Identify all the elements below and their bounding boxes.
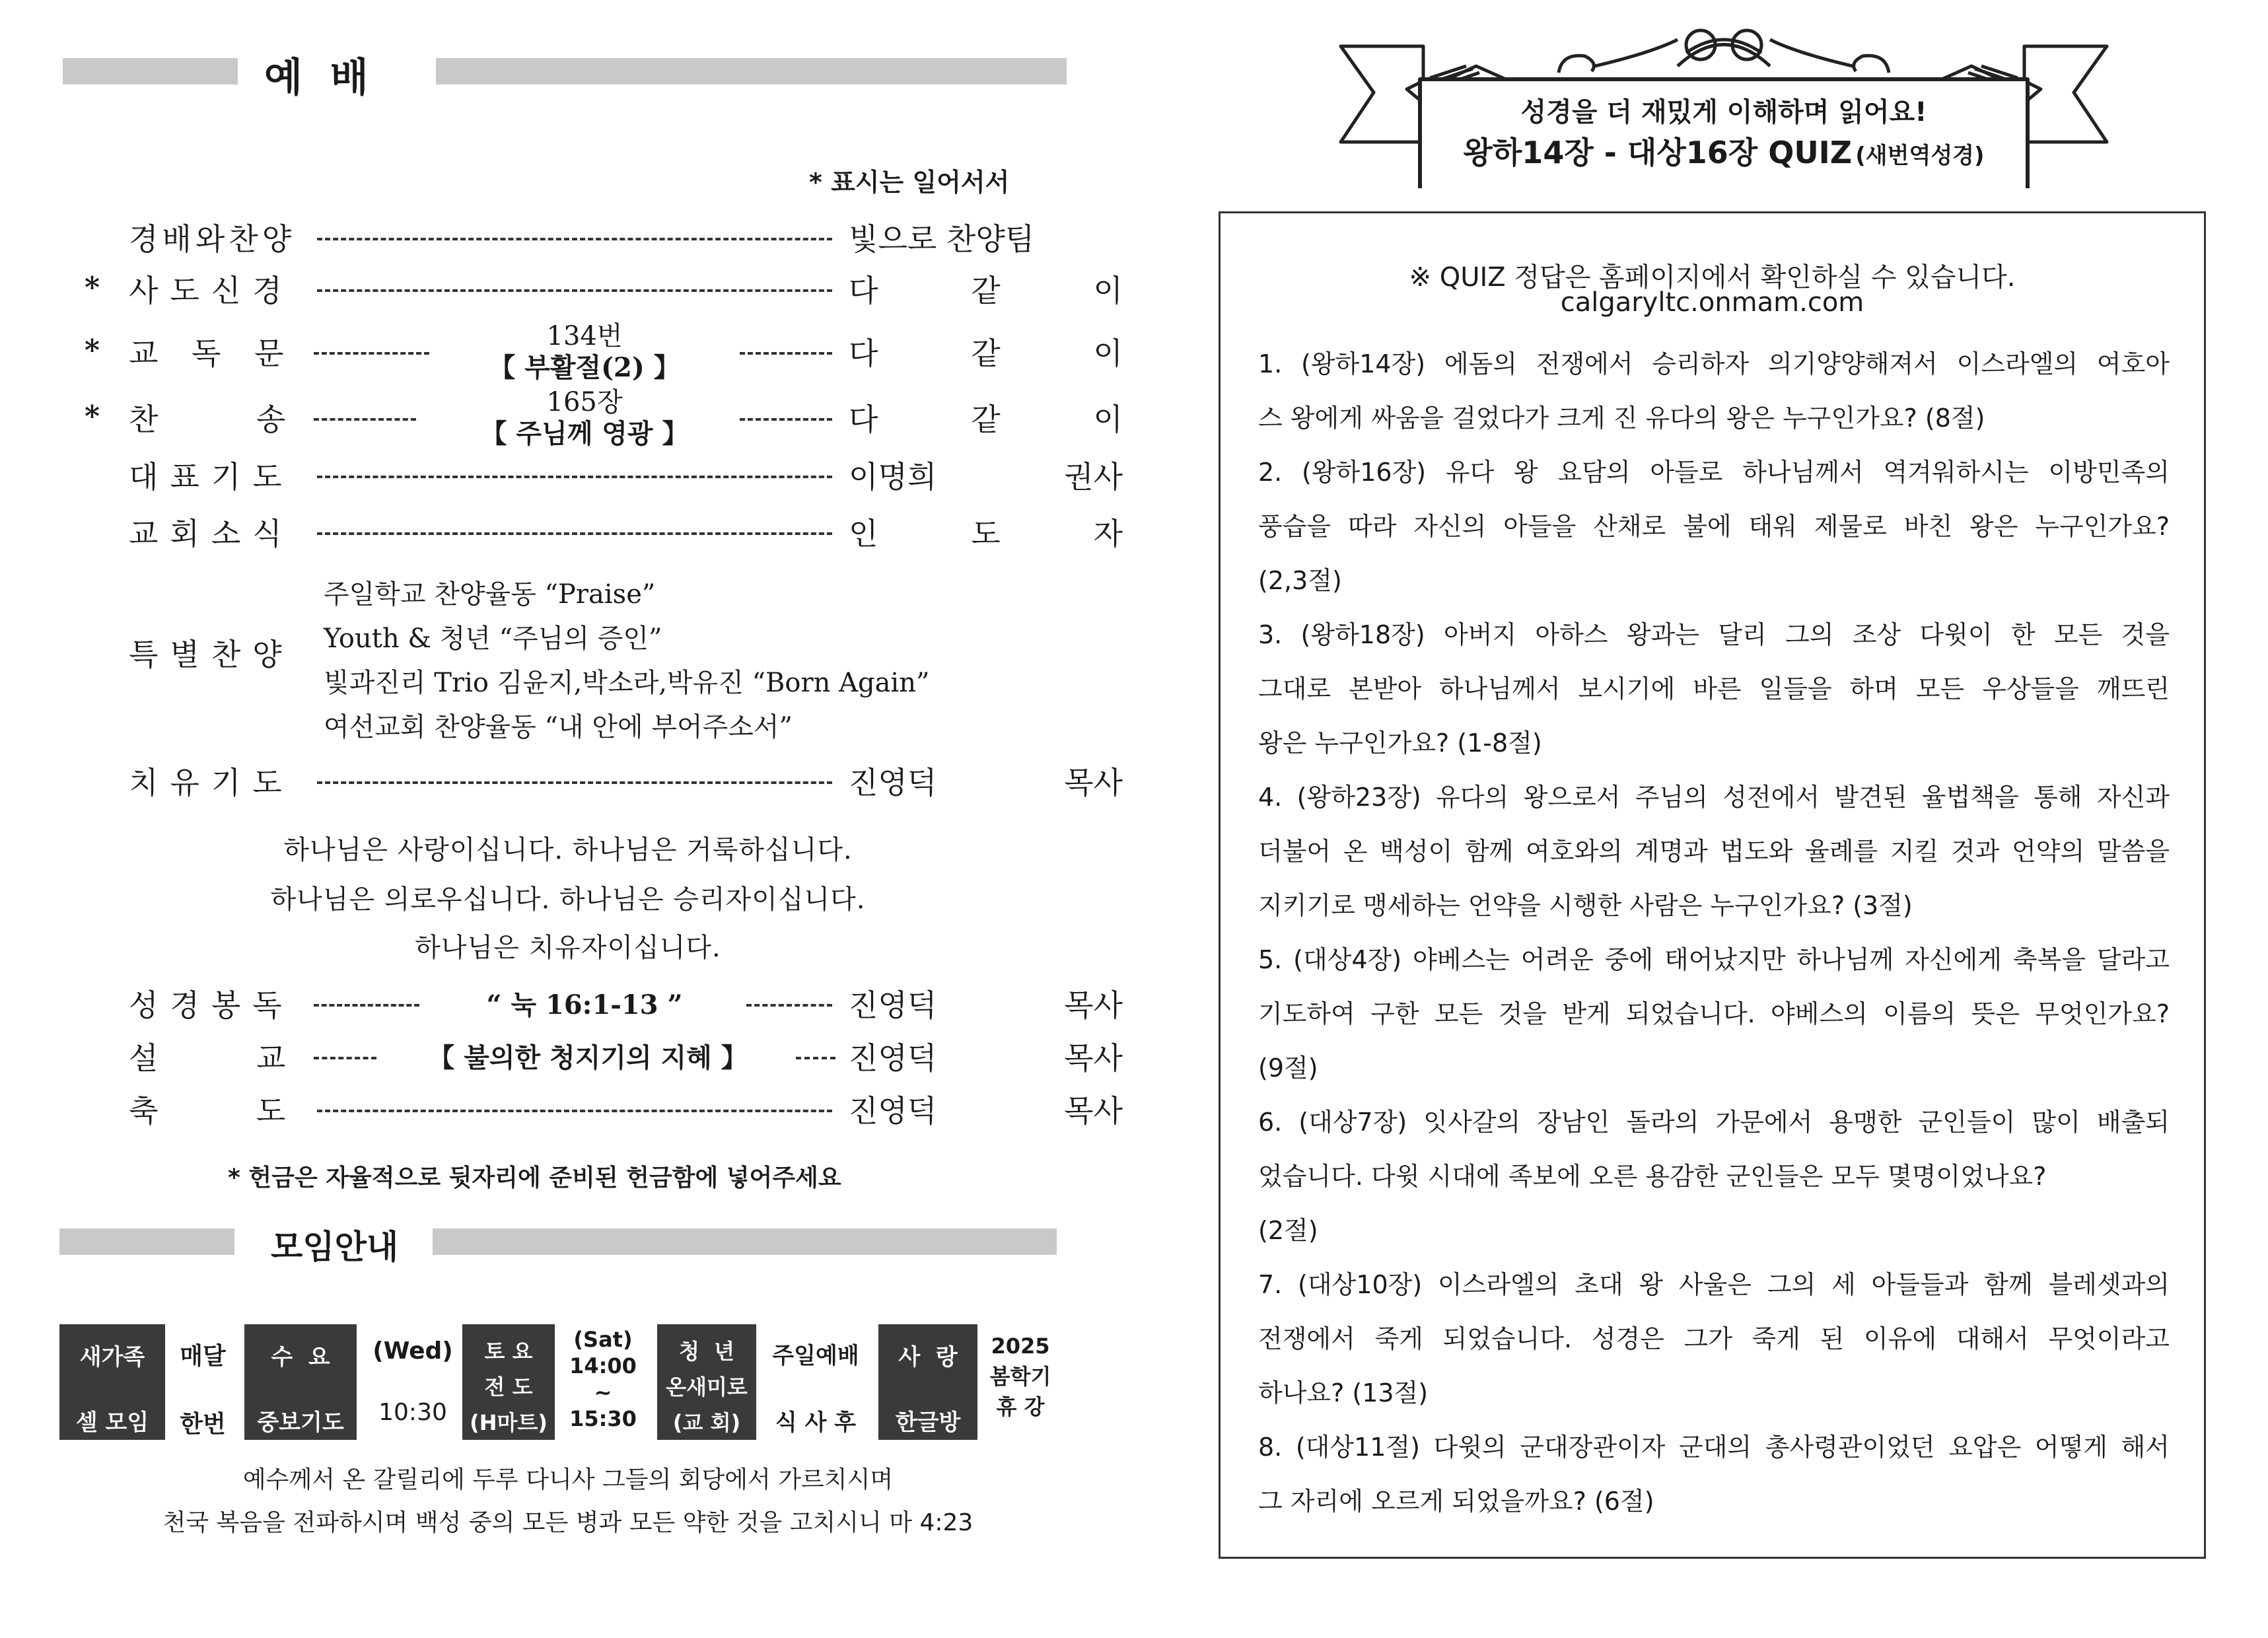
quiz-line: (2절): [1258, 1216, 1318, 1245]
scripture-reference: “ 눅 16:1-13 ”: [486, 989, 683, 1020]
offering-note: * 헌금은 자율적으로 뒷자리에 준비된 헌금함에 넣어주세요: [228, 1164, 841, 1192]
leader-line: [317, 1110, 832, 1112]
order-row: [79, 213, 1057, 266]
worship-title: 예 배: [264, 55, 369, 101]
order-row: [79, 264, 1123, 317]
meeting-badge-wednesday: 수 요 중보기도: [244, 1324, 357, 1440]
leader-line: [317, 532, 832, 535]
order-name: 대표기도: [129, 459, 294, 495]
quiz-line: 전쟁에서 죽게 되었습니다. 성경은 그가 죽게 된 이유에 대해서 무엇이라고: [1258, 1324, 2170, 1353]
hymn-number: 165장 【 주님께 영광 】: [480, 387, 689, 449]
standing-star: *: [85, 271, 100, 304]
quiz-line: 풍습을 따라 자신의 아들을 산채로 불에 태워 제물로 바친 왕은 누구인가요?: [1258, 512, 2170, 541]
order-row: [79, 756, 1123, 809]
quiz-line: 스 왕에게 싸움을 걸었다가 크게 진 유다의 왕은 누구인가요? (8절): [1258, 404, 1985, 433]
meeting-schedule-text: 매달 한번: [180, 1343, 226, 1438]
quiz-line: 8. (대상11절) 다윗의 군대장관이자 군대의 총사령관이었던 요압은 어떻게 해서: [1258, 1433, 2170, 1462]
meeting-badge-korean-class: 사 랑 한글방: [878, 1324, 977, 1440]
order-leader: 다 같 이: [849, 336, 1123, 371]
leader-line: [314, 1004, 419, 1007]
leader-line: [314, 352, 429, 355]
order-row: [79, 321, 1123, 393]
order-name: 사도신경: [129, 273, 294, 308]
leader-line: [317, 238, 832, 240]
standing-star: *: [85, 400, 100, 433]
leader-line: [314, 1057, 376, 1059]
quiz-line: (2,3절): [1258, 566, 1342, 595]
quiz-line: 7. (대상10장) 이스라엘의 초대 왕 사울은 그의 세 아들들과 함께 블레셋과의: [1258, 1270, 2170, 1299]
leader-line: [796, 1057, 835, 1059]
order-row: [79, 979, 1123, 1032]
quiz-line: 1. (왕하14장) 에돔의 전쟁에서 승리하자 의기양양해져서 이스라엘의 여호아: [1258, 349, 2170, 378]
meeting-badge-saturday: 토 요 전 도 (H마트): [462, 1324, 555, 1440]
bible-verse-line: 예수께서 온 갈릴리에 두루 다니사 그들의 회당에서 가르치시며: [242, 1466, 894, 1493]
order-name: 치유기도: [129, 765, 294, 801]
standing-note: * 표시는 일어서서: [809, 168, 1010, 197]
order-name: 경배와찬양: [129, 221, 296, 257]
banner-line1: 성경을 더 재밌게 이해하며 읽어요!: [1520, 97, 1927, 127]
order-name: 찬 송: [129, 402, 298, 437]
order-leader: 다 같 이: [849, 402, 1123, 437]
leader-line: [746, 1004, 832, 1007]
order-row: [79, 1032, 1123, 1085]
declaration-line: 하나님은 사랑이십니다. 하나님은 거룩하십니다.: [283, 835, 853, 865]
quiz-line: 2. (왕하16장) 유다 왕 요담의 아들로 하나님께서 역겨워하시는 이방민족의: [1258, 458, 2170, 487]
quiz-line: 6. (대상7장) 잇사갈의 장남인 돌라의 가문에서 용맹한 군인들이 많이 배출되: [1258, 1108, 2170, 1137]
order-name: 교회소식: [129, 516, 294, 552]
quiz-line: 4. (왕하23장) 유다의 왕으로서 주님의 성전에서 발견된 율법책을 통해 자신과: [1258, 783, 2170, 812]
order-leader: 인 도 자: [849, 516, 1123, 552]
order-leader: 다 같 이: [849, 273, 1123, 308]
quiz-line: 기도하여 구한 모든 것을 받게 되었습니다. 야베스의 이름의 뜻은 무엇인가요?: [1258, 999, 2170, 1028]
worship-header-bar-left: [63, 58, 238, 85]
quiz-line: 더불어 온 백성이 함께 여호와의 계명과 법도와 율례를 지킬 것과 언약의 말씀을: [1258, 837, 2170, 866]
special-music-label: 특별찬양: [129, 637, 294, 672]
special-music-item: 주일학교 찬양율동 “Praise”: [324, 579, 656, 610]
order-name: 설 교: [129, 1040, 298, 1076]
order-leader: 진영덕 목사: [849, 765, 1123, 801]
special-music-item: 여선교회 찬양율동 “내 안에 부어주소서”: [324, 712, 793, 742]
quiz-line: 하나요? (13절): [1258, 1378, 1429, 1407]
quiz-line: (9절): [1258, 1053, 1318, 1083]
declaration-line: 하나님은 치유자이십니다.: [415, 933, 721, 963]
quiz-line: 그 자리에 오르게 되었을까요? (6절): [1258, 1487, 1654, 1516]
special-music-item: 빛과진리 Trio 김윤지,박소라,박유진 “Born Again”: [324, 668, 930, 698]
order-name: 성경봉독: [129, 987, 294, 1023]
leader-line: [317, 289, 832, 292]
leader-line: [314, 418, 416, 421]
order-leader: 진영덕 목사: [849, 987, 1123, 1023]
responsive-reading-number: 134번 【 부활절(2) 】: [489, 321, 680, 383]
order-leader: 이명희 권사: [849, 459, 1123, 495]
meeting-schedule-text: (Wed) 10:30: [372, 1337, 453, 1426]
quiz-line: 5. (대상4장) 야베스는 어려운 중에 태어났지만 하나님께 자신에게 축복을 달라고: [1258, 945, 2170, 974]
declaration-line: 하나님은 의로우십니다. 하나님은 승리자이십니다.: [270, 884, 866, 915]
meeting-schedule-text: (Sat) 14:00 ~ 15:30: [569, 1327, 637, 1431]
meeting-badge-youth: 청 년 온새미로 (교 회): [657, 1324, 756, 1440]
answer-note: ※ QUIZ 정답은 홈페이지에서 확인하실 수 있습니다.: [1409, 262, 2016, 293]
order-name: 교 독 문: [129, 336, 296, 371]
worship-header-bar-right: [436, 58, 1067, 85]
special-music-item: Youth & 청년 “주님의 증인”: [324, 623, 662, 654]
sermon-title: 【 불의한 청지기의 지혜 】: [428, 1043, 748, 1073]
meeting-title: 모임안내: [271, 1228, 399, 1266]
quiz-line: 었습니다. 다윗 시대에 족보에 오른 용감한 군인들은 모두 몇명이었나요?: [1258, 1162, 2047, 1191]
order-row: [79, 450, 1123, 503]
order-row: [79, 507, 1123, 560]
meeting-header-bar-right: [433, 1228, 1057, 1255]
order-row: [79, 387, 1123, 459]
order-leader: 진영덕 목사: [849, 1040, 1123, 1076]
banner-line2: 왕하14장 - 대상16장 QUIZ (새번역성경): [1463, 135, 1985, 170]
standing-star: *: [85, 334, 100, 367]
homepage-link[interactable]: calgaryltc.onmam.com: [1560, 287, 1864, 318]
leader-line: [317, 781, 832, 784]
quiz-line: 3. (왕하18장) 아버지 아하스 왕과는 달리 그의 조상 다윗이 한 모든 것을: [1258, 620, 2170, 649]
meeting-header-bar-left: [59, 1228, 234, 1255]
meeting-schedule-text: 2025 봄학기 휴 강: [989, 1334, 1051, 1419]
quiz-line: 지키기로 맹세하는 언약을 시행한 사람은 누구인가요? (3절): [1258, 891, 1913, 920]
meeting-badge-new-family: 새가족 셀 모임: [59, 1324, 165, 1440]
meeting-schedule-text: 주일예배 식 사 후: [772, 1343, 859, 1436]
order-name: 축 도: [129, 1093, 298, 1129]
quiz-line: 그대로 본받아 하나님께서 보시기에 바른 일들을 하며 모든 우상들을 깨뜨린: [1258, 674, 2170, 703]
leader-line: [740, 352, 832, 355]
order-row: [79, 1085, 1123, 1137]
order-leader: 빛으로 찬양팀: [849, 221, 1035, 257]
quiz-line: 왕은 누구인가요? (1-8절): [1258, 729, 1542, 758]
bible-verse-line: 천국 복음을 전파하시며 백성 중의 모든 병과 모든 약한 것을 고치시니 마 4:23: [162, 1509, 974, 1536]
order-leader: 진영덕 목사: [849, 1093, 1123, 1129]
leader-line: [740, 418, 832, 421]
leader-line: [317, 476, 832, 478]
